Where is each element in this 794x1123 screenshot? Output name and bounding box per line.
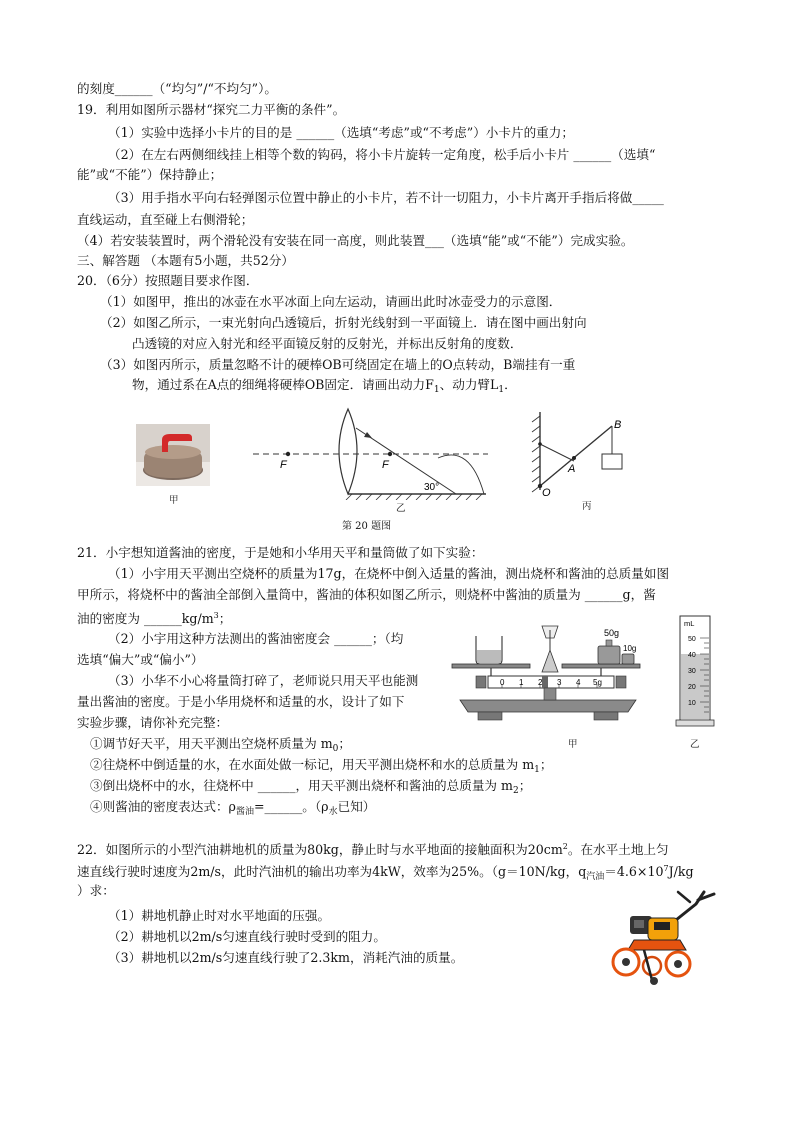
label-f-right: F (382, 459, 389, 471)
weight-50g (598, 646, 620, 664)
q22-sub-gasoline: 汽油 (586, 872, 605, 882)
q19-part1: （1）实验中选择小卡片的目的是 ______（选填“考虑”或“不考虑”）小卡片的重力； (108, 125, 574, 140)
q21-step1 (90, 735, 351, 758)
q22-sup2: 2 (562, 842, 568, 851)
q21-step4-mid: =______。（ρ (253, 799, 329, 814)
cylinder-caption-yi: 乙 (690, 739, 700, 750)
scale-num-5g: 5g (593, 678, 602, 687)
q21-step3-sub: 2 (512, 786, 519, 796)
q19-part2a: （2）在左右两侧细线挂上相等个数的钩码，将小卡片旋转一定角度，松手后小卡片 ______（选填“ (108, 147, 656, 162)
q20-part1: （1）如图甲，推出的冰壶在水平冰面上向左运动，请画出此时冰壶受力的示意图． (100, 294, 562, 309)
q20-part3b (132, 376, 517, 399)
balance-diagram (448, 620, 648, 732)
beaker-liquid (477, 650, 501, 663)
label-a: A (568, 463, 576, 475)
q21-part3a: （3）小华不小心将量筒打碎了，老师说只用天平也能测 (108, 673, 419, 688)
q21-part3b: 量出酱油的密度。于是小华用烧杯和适量的水，设计了如下 (77, 694, 405, 709)
q21-part1a: （1）小宇用天平测出空烧杯的质量为17g，在烧杯中倒入适量的酱油，测出烧杯和酱油的总质量如图 (108, 566, 670, 581)
tiller-image (604, 884, 722, 988)
q21-title: 21．小宇想知道酱油的密度，于是她和小华用天平和量筒做了如下实验： (77, 545, 484, 560)
q21-step4-sub2: 水 (328, 807, 338, 817)
label-10g: 10g (623, 644, 637, 653)
q22-line2-pre: 速直线行驶时速度为2m/s，此时汽油机的输出功率为4kW，效率为25%。（g＝10N/kg，q (77, 864, 587, 879)
q21-part2a: （2）小宇用这种方法测出的酱油密度会 ______；（均 (108, 631, 404, 646)
right-pan (562, 664, 640, 668)
curling-stone-image (136, 424, 210, 486)
q18-tail: 的刻度______（“均匀”/“不均匀”）。 (77, 81, 278, 96)
q21-sup3: 3 (213, 611, 219, 620)
lens-mirror-diagram (248, 404, 488, 500)
q22-line2-end: J/kg (668, 864, 694, 879)
q22-part2: （2）耕地机以2m/s匀速直线行驶时受到的阻力。 (108, 929, 386, 944)
q21-step4-sub: 酱油 (235, 807, 254, 817)
q20-title: 20．（6分）按照题目要求作图． (77, 273, 259, 288)
fig-caption-yi: 乙 (396, 503, 406, 514)
weight-box (602, 454, 622, 469)
q22-line1-end: 。在水平土地上匀 (567, 842, 669, 857)
label-50g: 50g (604, 628, 620, 638)
q21-part2b: 选填“偏大”或“偏小”） (77, 652, 204, 667)
q22-part1: （1）耕地机静止时对水平地面的压强。 (108, 908, 331, 923)
cyl-num-20: 20 (688, 684, 696, 691)
cylinder-unit: mL (684, 619, 695, 628)
label-b: B (614, 419, 622, 431)
q21-part1c-pre: 油的密度为 ______kg/m (77, 611, 214, 626)
q21-step3-pre: ③倒出烧杯中的水，往烧杯中 ______，用天平测出烧杯和酱油的总质量为 m (90, 778, 513, 793)
q22-sup7: 7 (663, 864, 669, 873)
q21-step2-sub: 1 (534, 765, 540, 775)
q20-sub-f1: 1 (433, 385, 440, 395)
string-anchor (538, 442, 542, 446)
q22-line2-mid: ＝4.6×10 (604, 864, 664, 879)
focus-point-right (388, 452, 392, 456)
label-o: O (542, 487, 551, 498)
q21-step3-end: ； (518, 778, 532, 793)
fig-caption-jia: 甲 (169, 495, 179, 506)
q21-step1-end: ； (338, 736, 351, 751)
mirror-arc (438, 455, 484, 494)
q20-part2b: 凸透镜的对应入射光和经平面镜反射的反射光，并标出反射角的度数． (132, 336, 523, 351)
cylinder-base (676, 720, 714, 726)
q20-part3b-pre: 物，通过系在A点的细绳将硬棒OB固定．请画出动力F (132, 377, 434, 392)
scale-num-2: 2 (538, 678, 543, 687)
cyl-num-30: 30 (688, 668, 696, 675)
cyl-num-40: 40 (688, 652, 696, 659)
rider (542, 676, 548, 688)
refracted-ray (356, 428, 456, 494)
q19-part2b: 能”或“不能”）保持静止； (77, 167, 223, 182)
q20-part3b-mid: 、动力臂L (439, 377, 499, 392)
label-angle: 30° (424, 482, 440, 493)
q22-line1 (77, 838, 669, 858)
q20-part3b-end: ． (504, 377, 517, 392)
q19-title: 19．利用如图所示器材“探究二力平衡的条件”。 (77, 102, 346, 117)
scale-num-0: 0 (500, 678, 505, 687)
focus-point-left (286, 452, 290, 456)
q21-step1-pre: ①调节好天平，用天平测出空烧杯质量为 m (90, 736, 333, 751)
left-pan (452, 664, 530, 668)
q19-part4: （4）若安装装置时，两个滑轮没有安装在同一高度，则此装置___（选填“能”或“不能”）完成实验。 (77, 233, 634, 248)
scale-num-1: 1 (519, 678, 524, 687)
rod-ob (540, 426, 612, 486)
q21-part1c-end: ； (218, 611, 232, 626)
q19-part3b: 直线运动，直至碰上右侧滑轮； (77, 212, 254, 227)
scale-num-3: 3 (557, 678, 562, 687)
q21-step2-end: ； (539, 757, 553, 772)
cyl-num-50: 50 (688, 636, 696, 643)
q22-line2 (77, 860, 694, 886)
cyl-num-10: 10 (688, 700, 696, 707)
balance-caption-jia: 甲 (568, 739, 578, 750)
q22-line3: ）求： (77, 883, 115, 898)
q21-step3 (90, 777, 531, 800)
q20-figure-caption: 第 20 题图 (342, 521, 392, 532)
q21-part1c (77, 607, 231, 627)
q20-part2a: （2）如图乙所示，一束光射向凸透镜后，折射光线射到一平面镜上．请在图中画出射向 (100, 315, 587, 330)
q21-step4 (90, 798, 375, 821)
convex-lens (339, 409, 357, 494)
lever-diagram (524, 408, 634, 498)
q22-line1-pre: 22．如图所示的小型汽油耕地机的质量为80kg，静止时与水平地面的接触面积为20cm (77, 842, 563, 857)
ray-arrow (364, 432, 372, 438)
q21-step2-pre: ②往烧杯中倒适量的水，在水面处做一标记，用天平测出烧杯和水的总质量为 m (90, 757, 535, 772)
scale-num-4: 4 (576, 678, 581, 687)
weight-10g (622, 654, 634, 664)
section3-heading: 三、解答题 （本题有5小题，共52分） (77, 253, 294, 268)
balance-base (460, 700, 636, 712)
q21-step4-pre: ④则酱油的密度表达式：ρ (90, 799, 236, 814)
q21-part3c: 实验步骤，请你补充完整： (77, 715, 229, 730)
q21-part1b: 甲所示，将烧杯中的酱油全部倒入量筒中，酱油的体积如图乙所示，则烧杯中酱油的质量为 ______g，酱 (77, 587, 656, 602)
fig-caption-bing: 丙 (582, 501, 592, 512)
tiller-frame (628, 940, 686, 950)
string (540, 444, 574, 461)
q22-part3: （3）耕地机以2m/s匀速直线行驶了2.3km，消耗汽油的质量。 (108, 950, 464, 965)
q21-step1-sub: 0 (332, 744, 339, 754)
cylinder-diagram (672, 614, 720, 730)
q21-step2 (90, 756, 552, 779)
point-a (572, 456, 576, 460)
q19-part3a: （3）用手指水平向右轻弹图示位置中静止的小卡片，若不计一切阻力，小卡片离开手指后将做_____ (108, 190, 664, 205)
q20-part3a: （3）如图丙所示，质量忽略不计的硬棒OB可绕固定在墙上的O点转动，B端挂有一重 (100, 357, 576, 372)
q21-step4-end: 已知） (337, 799, 376, 814)
q20-sub-l1: 1 (498, 385, 505, 395)
label-f-left: F (280, 459, 287, 471)
